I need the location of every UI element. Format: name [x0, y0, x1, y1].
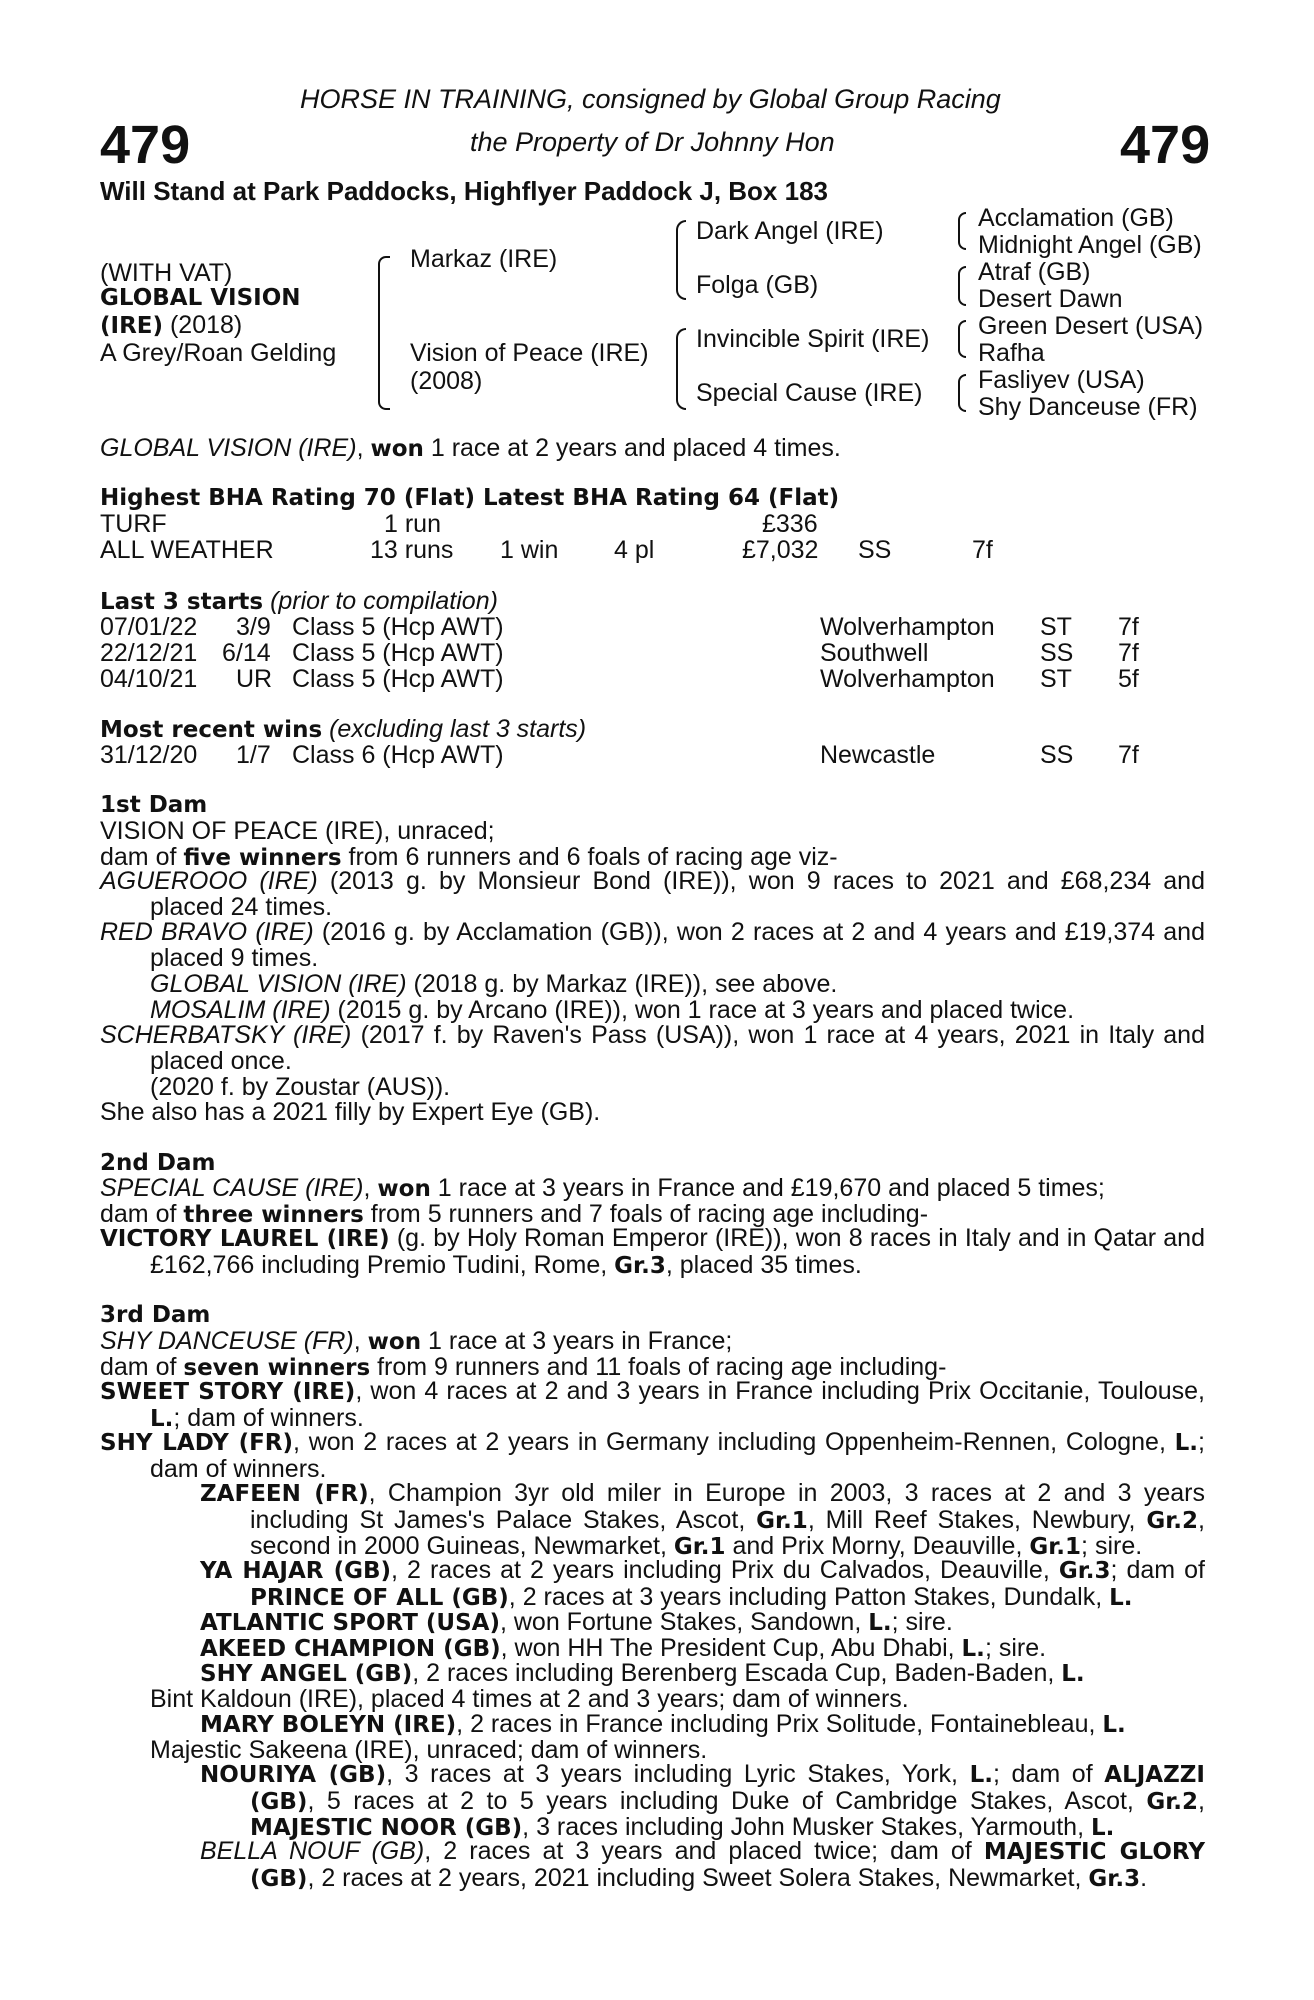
rating-row-runs-0: 1 run [384, 510, 441, 538]
horse-name-cont [100, 312, 242, 339]
last3-going-2: ST [1040, 665, 1072, 693]
pedigree-brace-main [378, 256, 390, 410]
stand-location: Will Stand at Park Paddocks, Highflyer Paddock J, Box 183 [100, 176, 828, 206]
pedigree-brace-3 [958, 320, 966, 358]
dam1-heading: 1st Dam [100, 792, 208, 818]
rating-row-wins-1: 1 win [500, 536, 559, 564]
pedigree-brace-sire [676, 220, 686, 300]
pedigree-sdd: Desert Dawn [978, 285, 1123, 313]
last3-course-1: Southwell [820, 639, 929, 667]
rating-row-dist-1: 7f [972, 536, 993, 564]
dam3-progeny-shy-lady: SHY LADY (FR), won 2 races at 2 years in Germany including Oppenheim-Rennen, Cologne, L.; dam of winners. [100, 1428, 1205, 1483]
dam3-progeny-ya-hajar: YA HAJAR (GB), 2 races at 2 years including Prix du Calvados, Deauville, Gr.3; dam of PRINCE OF ALL (GB), 2 races at 3 years including Patton Stakes, Dundalk, L. [200, 1556, 1206, 1611]
dam3-progeny-sweet-story: SWEET STORY (IRE), won 4 races at 2 and 3 years in France including Prix Occitanie, Toulouse, L.; dam of winners. [100, 1377, 1205, 1432]
last3-going-1: SS [1040, 639, 1074, 667]
pedigree-brace-1 [958, 212, 966, 250]
summary-rest: 1 race at 2 years and placed 4 times. [423, 434, 841, 462]
last3-title: Last 3 starts [100, 589, 264, 615]
dam2-line1: SPECIAL CAUSE (IRE), won 1 race at 3 years in France and £19,670 and placed 5 times; [100, 1174, 1105, 1202]
recent-note: (excluding last 3 starts) [322, 715, 587, 743]
pedigree-sire: Markaz (IRE) [410, 245, 558, 273]
recent-title: Most recent wins [100, 717, 323, 743]
pedigree-ss: Dark Angel (IRE) [696, 217, 884, 245]
horse-year: (2018) [163, 311, 243, 339]
pedigree-brace-dam [676, 328, 686, 410]
recent-going-0: SS [1040, 741, 1074, 769]
dam1-offspring-6: (2020 f. by Zoustar (AUS)). [150, 1073, 451, 1101]
rating-row-going-1: SS [858, 536, 892, 564]
rating-row-surface-1: ALL WEATHER [100, 536, 274, 564]
last3-race-2: Class 5 (Hcp AWT) [292, 665, 504, 693]
dam3-progeny-shy-angel: SHY ANGEL (GB), 2 races including Berenberg Escada Cup, Baden-Baden, L. [200, 1659, 1085, 1687]
pedigree-dss: Green Desert (USA) [978, 312, 1204, 340]
last3-heading [100, 588, 498, 615]
last3-race-0: Class 5 (Hcp AWT) [292, 613, 504, 641]
pedigree-sd: Folga (GB) [696, 271, 819, 299]
rating-row-earnings-0: £336 [762, 510, 818, 538]
consignment-line: HORSE IN TRAINING, consigned by Global Group Racing [300, 84, 1001, 114]
rating-row-earnings-1: £7,032 [742, 536, 819, 564]
pedigree-brace-2 [958, 266, 966, 306]
dam1-line1: VISION OF PEACE (IRE), unraced; [100, 817, 495, 845]
dam3-line1: SHY DANCEUSE (FR), won 1 race at 3 years in France; [100, 1327, 733, 1355]
last3-dist-1: 7f [1118, 639, 1139, 667]
recent-date-0: 31/12/20 [100, 741, 198, 769]
vat-note: (WITH VAT) [100, 259, 233, 287]
rating-row-places-1: 4 pl [614, 536, 655, 564]
recent-heading [100, 716, 586, 743]
pedigree-ds: Invincible Spirit (IRE) [696, 325, 930, 353]
summary-won: won [370, 436, 424, 462]
dam3-progeny-bint-kaldoun: Bint Kaldoun (IRE), placed 4 times at 2 and 3 years; dam of winners. [150, 1685, 909, 1713]
pedigree-ssd: Midnight Angel (GB) [978, 231, 1202, 259]
pedigree-brace-4 [958, 374, 966, 412]
last3-date-0: 07/01/22 [100, 613, 198, 641]
dam1-line2: dam of five winners from 6 runners and 6 foals of racing age viz- [100, 843, 838, 871]
dam3-progeny-zafeen: ZAFEEN (FR), Champion 3yr old miler in Europe in 2003, 3 races at 2 and 3 years including St James's Palace Stakes, Ascot, Gr.1, Mill Reef Stakes, Newbury, Gr.2, second in 2000 Guineas, Newmarket, Gr.1 and Prix Morny, Deauville, Gr.1; sire. [200, 1479, 1205, 1561]
pedigree-dsd: Rafha [978, 339, 1045, 367]
lot-number-right: 479 [1120, 115, 1211, 175]
last3-pos-1: 6/14 [222, 639, 271, 667]
last3-going-0: ST [1040, 613, 1072, 641]
dam1-offspring-5: SCHERBATSKY (IRE) (2017 f. by Raven's Pass (USA)), won 1 race at 4 years, 2021 in Italy and placed once. [100, 1021, 1205, 1075]
last3-date-2: 04/10/21 [100, 665, 198, 693]
rating-row-runs-1: 13 runs [370, 536, 454, 564]
property-line: the Property of Dr Johnny Hon [470, 127, 835, 157]
pedigree-dam-year: (2008) [410, 367, 483, 395]
last3-pos-0: 3/9 [236, 613, 271, 641]
dam1-last: She also has a 2021 filly by Expert Eye (GB). [100, 1098, 601, 1126]
horse-description: A Grey/Roan Gelding [100, 339, 337, 367]
rating-heading: Highest BHA Rating 70 (Flat) Latest BHA Rating 64 (Flat) [100, 485, 840, 511]
pedigree-sss: Acclamation (GB) [978, 204, 1174, 232]
recent-dist-0: 7f [1118, 741, 1139, 769]
dam3-progeny-mary-boleyn: MARY BOLEYN (IRE), 2 races in France including Prix Solitude, Fontainebleau, L. [200, 1710, 1126, 1738]
recent-race-0: Class 6 (Hcp AWT) [292, 741, 504, 769]
last3-date-1: 22/12/21 [100, 639, 198, 667]
last3-course-2: Wolverhampton [820, 665, 995, 693]
dam1-offspring-4: MOSALIM (IRE) (2015 g. by Arcano (IRE)), won 1 race at 3 years and placed twice. [150, 996, 1075, 1024]
dam3-heading: 3rd Dam [100, 1302, 211, 1328]
dam2-progeny-1: VICTORY LAUREL (IRE) (g. by Holy Roman Emperor (IRE)), won 8 races in Italy and in Qatar and £162,766 including Premio Tudini, Rome, Gr.3, placed 35 times. [100, 1224, 1205, 1279]
last3-course-0: Wolverhampton [820, 613, 995, 641]
race-summary: GLOBAL VISION (IRE), won 1 race at 2 years and placed 4 times. [100, 434, 841, 462]
last3-pos-2: UR [236, 665, 273, 693]
summary-name: GLOBAL VISION (IRE) [100, 434, 357, 462]
dam2-heading: 2nd Dam [100, 1150, 216, 1176]
last3-dist-0: 7f [1118, 613, 1139, 641]
pedigree-ddd: Shy Danceuse (FR) [978, 393, 1198, 421]
dam3-progeny-majestic-sakeena: Majestic Sakeena (IRE), unraced; dam of winners. [150, 1736, 708, 1764]
dam3-progeny-akeed-champion: AKEED CHAMPION (GB), won HH The President Cup, Abu Dhabi, L.; sire. [200, 1634, 1047, 1662]
dam1-offspring-3: GLOBAL VISION (IRE) (2018 g. by Markaz (IRE)), see above. [150, 970, 838, 998]
dam1-offspring-2: RED BRAVO (IRE) (2016 g. by Acclamation (GB)), won 2 races at 2 and 4 years and £19,374 and placed 9 times. [100, 918, 1205, 972]
last3-dist-2: 5f [1118, 665, 1139, 693]
dam3-line2: dam of seven winners from 9 runners and 11 foals of racing age including- [100, 1353, 947, 1381]
horse-name: GLOBAL VISION [100, 285, 301, 311]
last3-note: (prior to compilation) [263, 587, 498, 615]
dam3-progeny-bella-nouf: BELLA NOUF (GB), 2 races at 3 years and placed twice; dam of MAJESTIC GLORY (GB), 2 races at 2 years, 2021 including Sweet Solera Stakes, Newmarket, Gr.3. [200, 1837, 1205, 1892]
dam2-line2: dam of three winners from 5 runners and 7 foals of racing age including- [100, 1200, 929, 1228]
horse-country: (IRE) [100, 313, 164, 339]
last3-race-1: Class 5 (Hcp AWT) [292, 639, 504, 667]
rating-row-surface-0: TURF [100, 510, 167, 538]
dam1-offspring-1: AGUEROOO (IRE) (2013 g. by Monsieur Bond (IRE)), won 9 races to 2021 and £68,234 and placed 24 times. [100, 867, 1205, 921]
recent-course-0: Newcastle [820, 741, 936, 769]
lot-number-left: 479 [100, 115, 191, 175]
pedigree-dd: Special Cause (IRE) [696, 379, 923, 407]
dam3-progeny-atlantic-sport: ATLANTIC SPORT (USA), won Fortune Stakes, Sandown, L.; sire. [200, 1608, 953, 1636]
pedigree-sds: Atraf (GB) [978, 258, 1091, 286]
recent-pos-0: 1/7 [236, 741, 271, 769]
pedigree-dds: Fasliyev (USA) [978, 366, 1145, 394]
pedigree-dam: Vision of Peace (IRE) [410, 339, 649, 367]
dam3-progeny-nouriya: NOURIYA (GB), 3 races at 3 years including Lyric Stakes, York, L.; dam of ALJAZZI (GB), 5 races at 2 to 5 years including Duke of Cambridge Stakes, Ascot, Gr.2, MAJESTIC NOOR (GB), 3 races including John Musker Stakes, Yarmouth, L. [200, 1760, 1205, 1842]
